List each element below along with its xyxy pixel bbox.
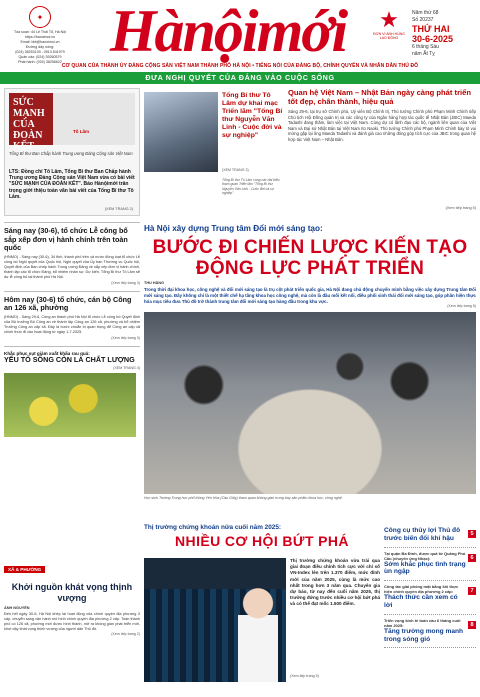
page-ref[interactable]: (XEM TRANG 3) [222, 168, 249, 172]
promo-article-2[interactable] [144, 88, 284, 216]
info-line: Phát hành: (024) 38256622 [18, 60, 62, 64]
masthead-subline: CƠ QUAN CỦA THÀNH ỦY ĐẢNG CỘNG SẢN VIỆT NAM THÀNH PHỐ HÀ NỘI • TIẾNG NÓI CỦA ĐẢNG BỘ, CHÍNH QUYỀN VÀ NHÂN DÂN THỦ ĐÔ [61, 63, 419, 69]
ward-feature[interactable] [4, 558, 140, 688]
medal-caption: ĐƠN VỊ ANH HÙNG LAO ĐỘNG [373, 32, 405, 40]
story-label: Khắc phục sụt giảm xuất khẩu rau quả: [4, 350, 90, 356]
story-export[interactable] [4, 346, 140, 437]
info-line: Tòa soạn: 44 Lê Thái Tổ, Hà Nội [13, 30, 66, 34]
market-article[interactable] [144, 524, 380, 678]
teaser-label: Công tác giải phóng mặt bằng khi thực hiện chính quyền địa phương 2 cấp: [384, 584, 459, 595]
fruit-photo [4, 373, 136, 437]
page-number-badge: 7 [468, 587, 476, 595]
emblem-icon: ✦ [29, 6, 51, 28]
teaser-item[interactable] [384, 524, 476, 548]
section-tag: XÃ & PHƯỜNG [4, 566, 45, 573]
market-headline[interactable]: NHIỀU CƠ HỘI BỨT PHÁ [175, 533, 349, 549]
lead-article[interactable] [144, 224, 476, 500]
feature-headline[interactable]: Khởi nguồn khát vọng thịnh vượng [11, 582, 133, 603]
lead-headline[interactable]: BƯỚC ĐI CHIẾN LƯỢC KIẾN TẠO ĐỘNG LỰC PHÁT TRIỂN [152, 237, 468, 279]
lead-author: THU HẰNG [144, 281, 165, 285]
feature-author: ÁNH NGUYÊN [4, 606, 30, 610]
market-body: Thị trường chứng khoán vừa trải qua giai đoạn điều chỉnh tích cực với chỉ số VN-Index lên trên 1.370 điểm, mức đỉnh mới của năm 2025, cùng là mức cao nhất trong hơn 3 năm qua. Chuyên gia dự báo, từ nay đến cuối năm 2025, thị trường đứng trước nhiều cơ hội bứt phá và có thể đạt mốc 1.500 điểm. [290, 558, 380, 607]
promo-headline[interactable]: Quan hệ Việt Nam – Nhật Bản ngày càng phát triển tốt đẹp, chân thành, hiệu quả [288, 88, 471, 106]
teaser-headline[interactable]: Tăng trưởng mong manh trong sóng gió [384, 627, 464, 643]
info-line[interactable]: https://hanoimoi.vn [24, 35, 56, 39]
issue-number: Số 20237 [412, 17, 434, 23]
info-line: Đường dây nóng: [25, 45, 55, 49]
promo-big-title: SỨC MẠNH CỦA ĐOÀN KẾT [13, 97, 45, 152]
issue-date: 30-6-2025 [412, 34, 454, 44]
feature-body: Đến hết ngày 30-6, Hà Nội khép lại hoạt động của chính quyền địa phương 3 cấp, chuyển sang vận hành mô hình chính quyền địa phương 2 cấp. Toàn thành phố có 126 xã, phường mới được hình thành, mở ra không gian phát triển mới, khơi dậy khát vọng thịnh vượng của người dân Thủ đô. [4, 612, 140, 631]
teaser-label: Tại quận Ba Đình, được quả từ Quảng Phú Cầu (chuyên ứng Nhạc): [384, 550, 466, 561]
teaser-item[interactable] [384, 581, 476, 615]
masthead [0, 0, 480, 92]
story-headline[interactable]: Hôm nay (30-6) tổ chức, cán bộ Công an 126 xã, phường [4, 294, 132, 313]
teaser-label: Triển vọng kinh tế toàn cầu 6 tháng cuối năm 2025: [384, 617, 461, 628]
lunar-date: 6 tháng Sáu [412, 44, 439, 50]
page-number-badge: 8 [468, 621, 476, 629]
promo-author: Tô Lâm [73, 129, 90, 134]
page-ref[interactable]: (Xem tiếp trang 3) [111, 335, 140, 340]
teaser-headline[interactable]: Thách thức cần xem có lời [384, 594, 458, 609]
promo-headline[interactable]: Tổng Bí thư Tô Lâm dự khai mạc Triển lãm "Tổng Bí thư Nguyễn Văn Linh - Cuộc đời và sự nghiệp" [222, 92, 283, 139]
info-line: (024) 38253139 - 0913.541979 [15, 50, 65, 54]
story-police[interactable] [4, 291, 140, 340]
promo-body: Sáng 29-6, tại trụ sở Chính phủ, Uỷ viên Bộ Chính trị, Thủ tướng Chính phủ Phạm Minh Chính tiếp Chủ tịch Hội Đồng quản trị và các công ty của Ngân hàng hợp tác quốc tế Nhật Bản (JBIC) Maeda Tadashi đang thăm, làm việc tại Việt Nam. Cùng dự có lãnh đạo các bộ, ngành liên quan của Việt Nam và Đại sứ Nhật Bản tại Việt Nam Ito Naoki. Thủ tướng Chính phủ Phạm Minh Chính bày tỏ vui mừng gặp lại ông Maeda Tadashi và đánh giá cao những đóng góp tích cực của JBIC trong quan hệ hợp tác Việt Nam – Nhật Bản. [288, 109, 476, 142]
teaser-item[interactable] [384, 615, 476, 649]
market-kicker: Thị trường chứng khoán nửa cuối năm 2025: [144, 524, 282, 531]
promo-article-1[interactable] [4, 88, 140, 216]
page-ref[interactable]: (Xem tiếp trang 3) [111, 280, 140, 285]
star-medal-icon: ★ [379, 7, 399, 32]
left-column [4, 88, 140, 437]
story-admin-units[interactable] [4, 222, 140, 285]
promo-text: LTS: Đồng chí Tô Lâm, Tổng Bí thư Ban Chấp hành Trung ương Đảng Cộng sản Việt Nam vừa có bài viết "SỨC MẠNH CỦA ĐOÀN KẾT". Báo Hànộimới trân trọng giới thiệu toàn văn bài viết của Tổng Bí thư Tô Lâm. [9, 169, 135, 200]
lead-sapo: Trong thời đại khoa học, công nghệ và đổi mới sáng tạo là trụ cột phát triển quốc gia, Hà Nội đang chủ động chuyển mình bằng việc xây dựng Trung tâm Đổi mới sáng tạo. Đây không chỉ là một thiết chế hạ tầng khoa học công nghệ, mà còn là đầu mối kết nối, điều phối sinh thái đổi mới sáng tạo, góp phần hiện thực hóa mục tiêu đưa Thủ đô trở thành trung tâm đổi mới sáng tạo hàng đầu trong khu vực. [144, 287, 476, 304]
photo-caption: Học sinh Trường Trung học phổ thông Yên Hòa (Cầu Giấy) tham quan không gian trưng bày sản phẩm khoa học, công nghệ. [144, 496, 343, 501]
page-number-badge: 5 [468, 530, 476, 538]
issue-year: Năm thứ 68 [412, 10, 439, 16]
promo-author-role: Tổng Bí thư Ban Chấp hành Trung ương Đảng Cộng sản Việt Nam [9, 151, 133, 156]
page-ref[interactable]: (Xem tiếp trang 2) [111, 632, 140, 636]
lead-photo [144, 312, 476, 494]
right-teaser-list [384, 524, 476, 648]
info-line: Quản cáo: (024) 39260579 [18, 55, 62, 59]
newspaper-logo[interactable]: Hànộimới [109, 0, 347, 64]
page-ref[interactable]: (Xem tiếp trang 5) [290, 674, 319, 678]
page-ref[interactable]: (XEM TRANG 2) [104, 207, 133, 211]
investor-figure [238, 586, 278, 682]
issue-weekday: THỨ HAI [412, 24, 450, 34]
teaser-headline[interactable]: Công cụ thủy lợi Thủ đô trước biến đổi khí hậu [384, 527, 461, 542]
info-line[interactable]: Email: bbt@hanoimoi.vn [20, 40, 60, 44]
teaser-headline[interactable]: Sớm khắc phục tình trạng ùn ngập [384, 560, 466, 576]
photo-caption: Tổng Bí thư Tô Lâm cùng các đại biểu tham quan Triển lãm "Tổng Bí thư Nguyễn Văn Linh - Cuộc đời và sự nghiệp". [222, 178, 280, 196]
page-ref[interactable]: (Xem tiếp trang 5) [447, 304, 476, 309]
lunar-year: năm Ất Tỵ [412, 51, 435, 57]
exhibition-photo [144, 92, 218, 172]
story-body: (HNMO) - Sáng nay (30-6), 34 tỉnh, thành phố trên cả nước đồng loạt tổ chức Lễ công bố Nghị quyết của Quốc hội, Nghị quyết của Ủy ban Thường vụ Quốc hội, Quyết định của Ban chấp hành Trung ương Đảng về sắp xếp đơn vị hành chính, thành lập các tổ chức Đảng, bổ nhiệm nhân sự. Dự kiến, Tổng Bí thư Tô Lâm sẽ dự lễ công bố tại thành phố Hà Nội. [4, 254, 140, 279]
issue-info [412, 10, 476, 58]
page-number-badge: 6 [468, 554, 476, 562]
lead-kicker: Hà Nội xây dựng Trung tâm Đổi mới sáng tạo: [144, 224, 323, 233]
slogan-banner: ĐƯA NGHỊ QUYẾT CỦA ĐẢNG VÀO CUỘC SỐNG [0, 72, 480, 84]
story-body: (HNMO) - Sáng 29-6, Công an thành phố Hà Nội tổ chức Lễ công bố Quyết định của Bộ trưởng Bộ Công an về thành lập Công an 126 xã, phường và bổ nhiệm Trưởng Công an cấp xã. Đây là bước chuẩn bị quan trọng để Công an cấp xã chính thức đi vào hoạt động từ ngày 1-7-2025. [4, 314, 140, 334]
story-headline[interactable]: YẾU TỐ SỐNG CÒN LÀ CHẤT LƯỢNG [4, 354, 135, 364]
masthead-info [4, 6, 76, 65]
teaser-item[interactable] [384, 548, 476, 582]
promo-article-3[interactable] [288, 88, 476, 216]
medal [372, 8, 406, 40]
page-ref[interactable]: (Xem tiếp trang 5) [445, 206, 476, 210]
story-headline[interactable]: Sáng nay (30-6), tổ chức Lễ công bố sắp xếp đơn vị hành chính trên toàn quốc [4, 226, 128, 253]
page-ref[interactable]: (XEM TRANG 4) [113, 365, 140, 370]
